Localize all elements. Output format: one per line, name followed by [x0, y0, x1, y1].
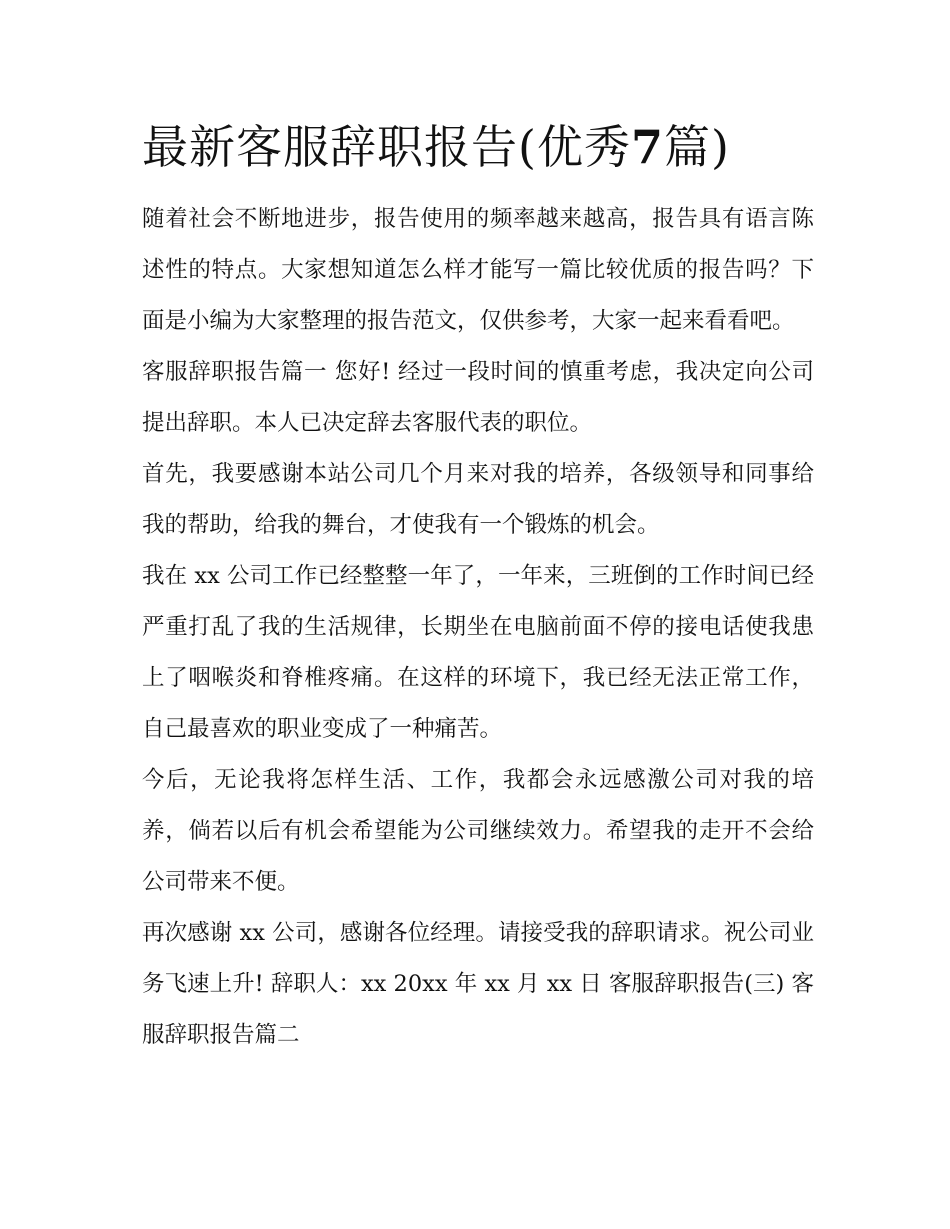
document-title-number: 7: [630, 120, 664, 174]
document-title-tail: 篇): [663, 120, 730, 174]
body-paragraph-3: 我在 xx 公司工作已经整整一年了，一年来，三班倒的工作时间已经严重打乱了我的生活规律，长期坐在电脑前面不停的接电话使我患上了咽喉炎和脊椎疼痛。在这样的环境下，我已经无法正常工作，自己最喜欢的职业变成了一种痛苦。: [142, 563, 814, 742]
document-page: [142, 0, 814, 1061]
document-body: [142, 194, 814, 1061]
intro-paragraph: 随着社会不断地进步，报告使用的频率越来越高，报告具有语言陈述性的特点。大家想知道怎么样才能写一篇比较优质的报告吗？下面是小编为大家整理的报告范文，仅供参考，大家一起来看看吧。: [142, 206, 814, 334]
body-paragraph-2: 首先，我要感谢本站公司几个月来对我的培养，各级领导和同事给我的帮助，给我的舞台，才使我有一个锻炼的机会。: [142, 461, 814, 538]
body-paragraph-5: 再次感谢 xx 公司，感谢各位经理。请接受我的辞职请求。祝公司业务飞速上升! 辞职人：xx 20xx 年 xx 月 xx 日 客服辞职报告(三) 客服辞职报告篇二: [142, 920, 814, 1048]
body-paragraph-1: 客服辞职报告篇一 您好! 经过一段时间的慎重考虑，我决定向公司提出辞职。本人已决定辞去客服代表的职位。: [142, 359, 814, 436]
body-paragraph-4: 今后，无论我将怎样生活、工作，我都会永远感激公司对我的培养，倘若以后有机会希望能为公司继续效力。希望我的走开不会给公司带来不便。: [142, 767, 814, 895]
document-title-main: 最新客服辞职报告(优秀: [142, 120, 631, 174]
document-title: [142, 0, 814, 176]
